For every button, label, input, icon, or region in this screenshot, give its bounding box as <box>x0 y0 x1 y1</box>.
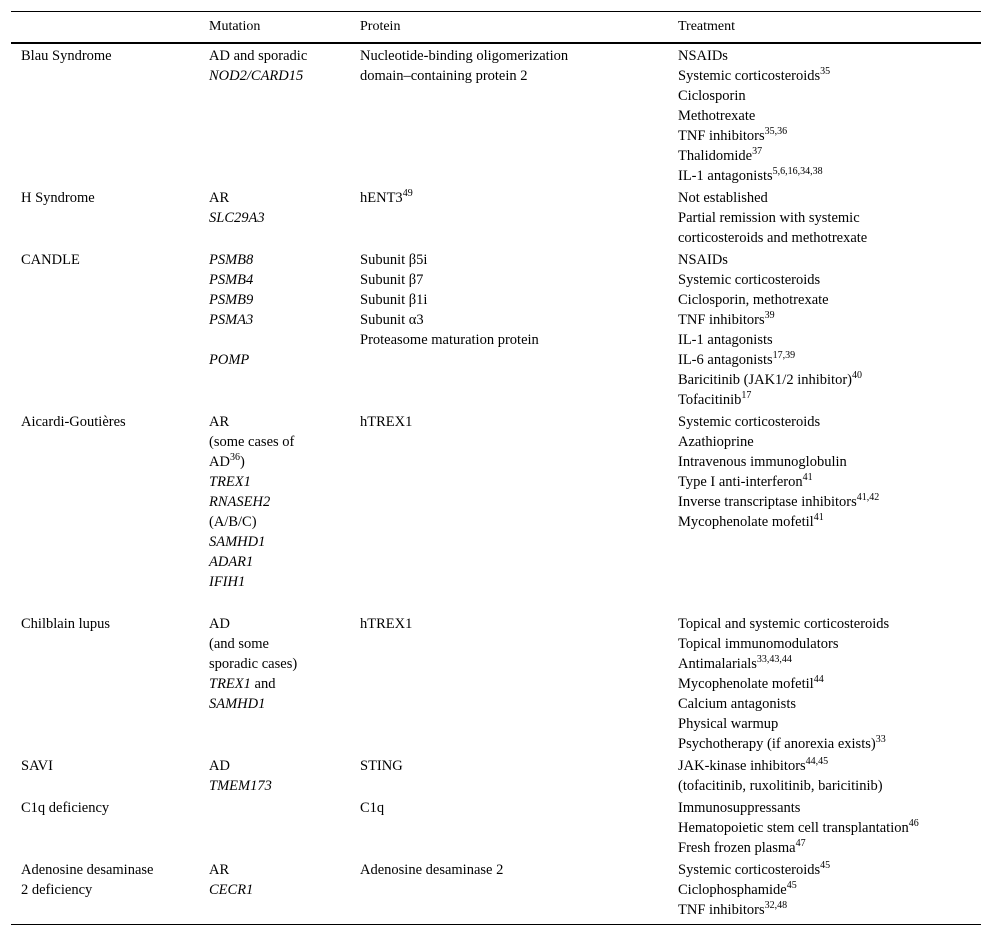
reference-superscript: 36 <box>229 452 240 463</box>
protein-line <box>360 46 658 66</box>
syndrome-text: Aicardi-Goutières <box>21 414 126 430</box>
treatment-line <box>678 838 971 858</box>
protein-text: Subunit β1i <box>360 292 428 308</box>
table-row <box>11 796 981 858</box>
protein-line <box>360 614 658 634</box>
treatment-line <box>678 412 971 432</box>
reference-superscript: 46 <box>908 818 919 829</box>
reference-superscript: 41 <box>802 472 813 483</box>
mutation-text: SAMHD1 <box>209 696 266 712</box>
treatment-table <box>11 11 981 925</box>
reference-superscript: 41 <box>813 512 824 523</box>
treatment-line <box>678 900 971 920</box>
mutation-text: IFIH1 <box>209 574 246 590</box>
reference-superscript: 32,48 <box>764 900 788 911</box>
treatment-line <box>678 166 971 186</box>
mutation-line <box>209 572 340 592</box>
treatment-text: IL-1 antagonists <box>678 168 773 184</box>
treatment-cell <box>668 754 981 796</box>
syndrome-line <box>21 756 189 776</box>
treatment-line <box>678 66 971 86</box>
treatment-text: Mycophenolate mofetil <box>678 676 814 692</box>
treatment-line <box>678 370 971 390</box>
treatment-line <box>678 512 971 532</box>
treatment-cell <box>668 410 981 612</box>
treatment-text: Ciclosporin <box>678 88 746 104</box>
protein-cell <box>350 754 668 796</box>
treatment-line <box>678 734 971 754</box>
table-row <box>11 186 981 248</box>
protein-line <box>360 860 658 880</box>
reference-superscript: 47 <box>795 838 806 849</box>
syndrome-cell <box>11 612 199 754</box>
mutation-text: AD <box>209 454 230 470</box>
syndrome-text: Blau Syndrome <box>21 48 112 64</box>
treatment-text: TNF inhibitors <box>678 902 765 918</box>
reference-superscript: 44 <box>813 674 824 685</box>
treatment-line <box>678 798 971 818</box>
syndrome-text: Adenosine desaminase <box>21 862 154 878</box>
syndrome-line <box>21 860 189 880</box>
treatment-cell <box>668 43 981 186</box>
treatment-line <box>678 126 971 146</box>
mutation-text: NOD2/CARD15 <box>209 68 304 84</box>
reference-superscript: 44,45 <box>805 756 829 767</box>
mutation-line <box>209 412 340 432</box>
treatment-line <box>678 654 971 674</box>
treatment-text: Antimalarials <box>678 656 757 672</box>
mutation-line <box>209 472 340 492</box>
syndrome-cell <box>11 796 199 858</box>
reference-superscript: 17,39 <box>772 350 796 361</box>
treatment-text: Immunosuppressants <box>678 800 801 816</box>
protein-text: STING <box>360 758 403 774</box>
protein-text: hTREX1 <box>360 616 413 632</box>
syndrome-text: CANDLE <box>21 252 80 268</box>
reference-superscript: 35 <box>820 66 831 77</box>
treatment-text: Tofacitinib <box>678 392 742 408</box>
protein-text: hTREX1 <box>360 414 413 430</box>
treatment-line <box>678 228 971 248</box>
table-row <box>11 248 981 410</box>
treatment-cell <box>668 186 981 248</box>
mutation-line <box>209 46 340 66</box>
syndrome-line <box>21 188 189 208</box>
mutation-text: AR <box>209 190 230 206</box>
protein-line <box>360 310 658 330</box>
treatment-text: Ciclophosphamide <box>678 882 787 898</box>
treatment-text: Intravenous immunoglobulin <box>678 454 847 470</box>
protein-cell <box>350 410 668 612</box>
treatment-text: Type I anti-interferon <box>678 474 803 490</box>
protein-line <box>360 188 658 208</box>
reference-superscript: 39 <box>764 310 775 321</box>
mutation-line <box>209 250 340 270</box>
mutation-line <box>209 634 340 654</box>
treatment-line <box>678 614 971 634</box>
treatment-text: TNF inhibitors <box>678 312 765 328</box>
mutation-line <box>209 270 340 290</box>
protein-text: hENT3 <box>360 190 403 206</box>
treatment-line <box>678 310 971 330</box>
table-row <box>11 754 981 796</box>
treatment-line <box>678 634 971 654</box>
table-row <box>11 858 981 925</box>
protein-text: Subunit β7 <box>360 272 424 288</box>
treatment-text: NSAIDs <box>678 48 728 64</box>
reference-superscript: 35,36 <box>764 126 788 137</box>
treatment-line <box>678 880 971 900</box>
protein-cell <box>350 612 668 754</box>
treatment-line <box>678 106 971 126</box>
mutation-text: PSMB8 <box>209 252 254 268</box>
header-mutation: Mutation <box>199 12 350 44</box>
treatment-text: Partial remission with systemic <box>678 210 860 226</box>
syndrome-cell <box>11 410 199 612</box>
treatment-text: corticosteroids and methotrexate <box>678 230 868 246</box>
syndrome-line <box>21 412 189 432</box>
mutation-line <box>209 188 340 208</box>
treatment-text: Ciclosporin, methotrexate <box>678 292 829 308</box>
reference-superscript: 33,43,44 <box>756 654 792 665</box>
mutation-text: CECR1 <box>209 882 254 898</box>
reference-superscript: 49 <box>402 188 413 199</box>
syndrome-cell <box>11 248 199 410</box>
treatment-line <box>678 694 971 714</box>
treatment-text: Physical warmup <box>678 716 779 732</box>
mutation-text: RNASEH2 <box>209 494 271 510</box>
mutation-text: AR <box>209 414 230 430</box>
table-row <box>11 410 981 612</box>
treatment-text: Topical immunomodulators <box>678 636 839 652</box>
header-row <box>11 12 981 44</box>
treatment-text: IL-6 antagonists <box>678 352 773 368</box>
syndrome-line <box>21 250 189 270</box>
syndrome-text: 2 deficiency <box>21 882 93 898</box>
protein-cell <box>350 858 668 925</box>
syndrome-line <box>21 880 189 900</box>
protein-line <box>360 270 658 290</box>
mutation-text: SAMHD1 <box>209 534 266 550</box>
treatment-text: (tofacitinib, ruxolitinib, baricitinib) <box>678 778 883 794</box>
treatment-line <box>678 390 971 410</box>
treatment-text: Topical and systemic corticosteroids <box>678 616 890 632</box>
mutation-line <box>209 66 340 86</box>
mutation-line <box>209 492 340 512</box>
mutation-cell <box>199 248 350 410</box>
treatment-line <box>678 250 971 270</box>
mutation-text: ADAR1 <box>209 554 254 570</box>
mutation-cell <box>199 410 350 612</box>
table-row <box>11 43 981 186</box>
treatment-line <box>678 188 971 208</box>
header-syndrome <box>11 12 199 44</box>
treatment-text: Methotrexate <box>678 108 756 124</box>
mutation-line <box>209 208 340 228</box>
reference-superscript: 40 <box>851 370 862 381</box>
mutation-line <box>209 776 340 796</box>
table-body <box>11 43 981 925</box>
protein-line <box>360 330 658 350</box>
mutation-cell <box>199 612 350 754</box>
protein-cell <box>350 248 668 410</box>
treatment-line <box>678 818 971 838</box>
mutation-line <box>209 674 340 694</box>
protein-cell <box>350 43 668 186</box>
header-protein: Protein <box>350 12 668 44</box>
mutation-line <box>209 860 340 880</box>
protein-line <box>360 290 658 310</box>
treatment-text: Baricitinib (JAK1/2 inhibitor) <box>678 372 852 388</box>
mutation-line <box>209 654 340 674</box>
mutation-line <box>209 432 340 452</box>
mutation-line <box>209 694 340 714</box>
syndrome-text: C1q deficiency <box>21 800 110 816</box>
treatment-line <box>678 46 971 66</box>
treatment-text: Inverse transcriptase inhibitors <box>678 494 857 510</box>
mutation-text: TMEM173 <box>209 778 272 794</box>
mutation-text-suffix: ) <box>239 454 245 470</box>
protein-text: Adenosine desaminase 2 <box>360 862 504 878</box>
treatment-line <box>678 860 971 880</box>
spacer <box>209 592 340 612</box>
protein-text: C1q <box>360 800 385 816</box>
mutation-line <box>209 290 340 310</box>
mutation-line <box>209 452 340 472</box>
mutation-text: sporadic cases) <box>209 656 298 672</box>
syndrome-text: Chilblain lupus <box>21 616 111 632</box>
syndrome-line <box>21 46 189 66</box>
protein-cell <box>350 796 668 858</box>
mutation-line <box>209 756 340 776</box>
treatment-text: JAK-kinase inhibitors <box>678 758 806 774</box>
mutation-text: AD <box>209 758 230 774</box>
protein-text: domain–containing protein 2 <box>360 68 528 84</box>
mutation-text: AD <box>209 616 230 632</box>
treatment-line <box>678 330 971 350</box>
protein-text: Subunit β5i <box>360 252 428 268</box>
treatment-line <box>678 776 971 796</box>
reference-superscript: 5,6,16,34,38 <box>772 166 823 177</box>
syndrome-cell <box>11 186 199 248</box>
mutation-cell <box>199 754 350 796</box>
protein-line <box>360 412 658 432</box>
table-header <box>11 12 981 44</box>
syndrome-cell <box>11 754 199 796</box>
mutation-text: (and some <box>209 636 269 652</box>
syndrome-cell <box>11 858 199 925</box>
mutation-cell <box>199 858 350 925</box>
mutation-text: POMP <box>209 352 250 368</box>
treatment-text: Systemic corticosteroids <box>678 272 821 288</box>
treatment-text: Systemic corticosteroids <box>678 414 821 430</box>
syndrome-cell <box>11 43 199 186</box>
syndrome-line <box>21 614 189 634</box>
treatment-line <box>678 270 971 290</box>
header-treatment: Treatment <box>668 12 981 44</box>
mutation-line <box>209 880 340 900</box>
treatment-line <box>678 208 971 228</box>
reference-superscript: 33 <box>875 734 886 745</box>
treatment-line <box>678 714 971 734</box>
mutation-line <box>209 614 340 634</box>
mutation-line <box>209 552 340 572</box>
treatment-line <box>678 146 971 166</box>
treatment-line <box>678 452 971 472</box>
mutation-text: AD and sporadic <box>209 48 308 64</box>
mutation-cell <box>199 796 350 858</box>
mutation-text: SLC29A3 <box>209 210 265 226</box>
treatment-text: Azathioprine <box>678 434 754 450</box>
treatment-cell <box>668 796 981 858</box>
mutation-text: PSMB9 <box>209 292 254 308</box>
reference-superscript: 41,42 <box>856 492 880 503</box>
mutation-cell <box>199 43 350 186</box>
treatment-text: Calcium antagonists <box>678 696 796 712</box>
treatment-line <box>678 86 971 106</box>
syndrome-text: SAVI <box>21 758 53 774</box>
protein-text: Subunit α3 <box>360 312 424 328</box>
reference-superscript: 45 <box>820 860 831 871</box>
reference-superscript: 17 <box>741 390 752 401</box>
treatment-cell <box>668 248 981 410</box>
mutation-text: TREX1 <box>209 676 251 692</box>
treatment-text: NSAIDs <box>678 252 728 268</box>
mutation-line <box>209 532 340 552</box>
protein-line <box>360 250 658 270</box>
mutation-text: AR <box>209 862 230 878</box>
treatment-text: Mycophenolate mofetil <box>678 514 814 530</box>
mutation-text: (some cases of <box>209 434 295 450</box>
protein-line <box>360 798 658 818</box>
treatment-cell <box>668 612 981 754</box>
treatment-line <box>678 350 971 370</box>
mutation-line <box>209 512 340 532</box>
treatment-text: Psychotherapy (if anorexia exists) <box>678 736 876 752</box>
treatment-line <box>678 492 971 512</box>
treatment-text: IL-1 antagonists <box>678 332 773 348</box>
table-row <box>11 612 981 754</box>
protein-line <box>360 756 658 776</box>
mutation-text: PSMA3 <box>209 312 254 328</box>
treatment-line <box>678 674 971 694</box>
treatment-line <box>678 756 971 776</box>
protein-text: Proteasome maturation protein <box>360 332 539 348</box>
treatment-line <box>678 432 971 452</box>
reference-superscript: 37 <box>752 146 763 157</box>
spacer <box>209 330 340 350</box>
mutation-cell <box>199 186 350 248</box>
mutation-text-suffix: and <box>250 676 276 692</box>
treatment-line <box>678 472 971 492</box>
treatment-text: Thalidomide <box>678 148 753 164</box>
treatment-text: Hematopoietic stem cell transplantation <box>678 820 909 836</box>
mutation-text: PSMB4 <box>209 272 254 288</box>
mutation-line <box>209 310 340 330</box>
mutation-line <box>209 350 340 370</box>
treatment-line <box>678 290 971 310</box>
protein-line <box>360 66 658 86</box>
treatment-text: Not established <box>678 190 768 206</box>
reference-superscript: 45 <box>786 880 797 891</box>
mutation-text: (A/B/C) <box>209 514 257 530</box>
treatment-text: Systemic corticosteroids <box>678 68 821 84</box>
protein-cell <box>350 186 668 248</box>
treatment-cell <box>668 858 981 925</box>
protein-text: Nucleotide-binding oligomerization <box>360 48 569 64</box>
syndrome-text: H Syndrome <box>21 190 95 206</box>
treatment-text: Fresh frozen plasma <box>678 840 796 856</box>
treatment-text: Systemic corticosteroids <box>678 862 821 878</box>
mutation-text: TREX1 <box>209 474 251 490</box>
treatment-text: TNF inhibitors <box>678 128 765 144</box>
syndrome-line <box>21 798 189 818</box>
